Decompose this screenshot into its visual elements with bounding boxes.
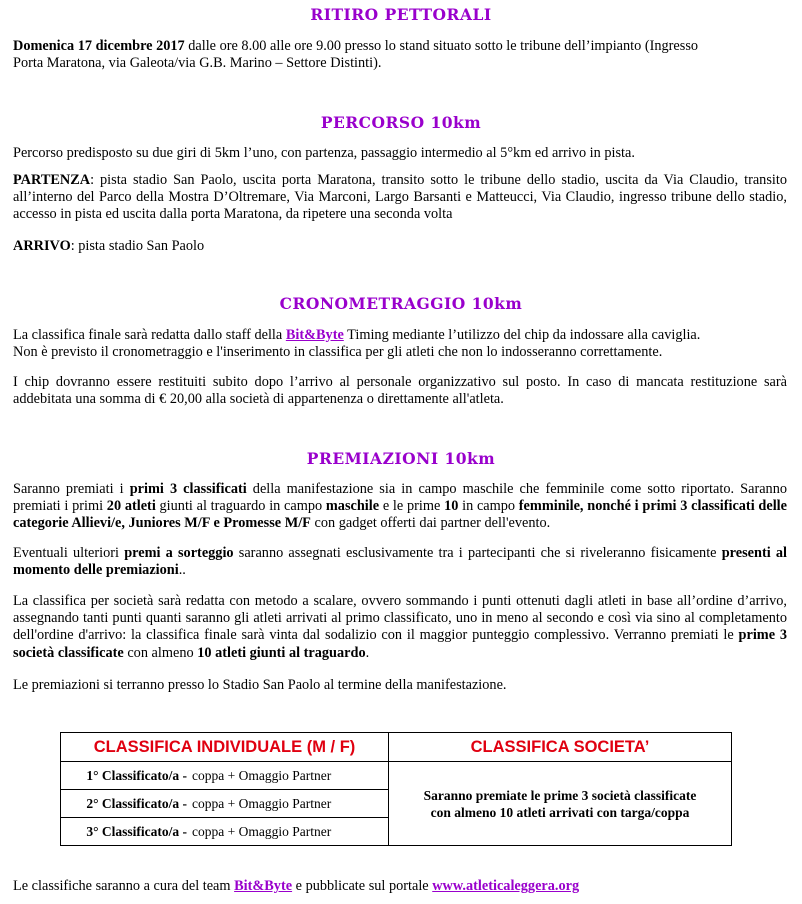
table-header-row: [61, 733, 732, 762]
row-position: 3° Classificato/a -: [86, 823, 187, 839]
row-prize: coppa + Omaggio Partner: [192, 823, 332, 839]
bold-span: 20 atleti: [106, 498, 156, 515]
crono-paragraph-2: I chip dovranno essere restituiti subito dopo l’arrivo al personale organizzativo sul posto. In caso di mancata restituzione sarà addebitata una somma di € 20,00 alla società di appartenenza o direttamente all'atleta.: [13, 374, 787, 408]
row-position: 1° Classificato/a -: [86, 767, 187, 783]
bitbyte-link[interactable]: Bit&Byte: [234, 878, 293, 894]
header-individual: CLASSIFICA INDIVIDUALE (M / F): [61, 733, 389, 762]
header-societa: CLASSIFICA SOCIETA’: [389, 733, 732, 762]
row-prize: coppa + Omaggio Partner: [192, 795, 332, 811]
row-position: 2° Classificato/a -: [86, 795, 187, 811]
ritiro-text-line2: Porta Maratona, via Galeota/via G.B. Marino – Settore Distinti).: [13, 55, 382, 72]
crono-text-line2: Non è previsto il cronometraggio e l'inserimento in classifica per gli atleti che non lo indosseranno correttamente.: [13, 344, 663, 361]
table-row: [61, 762, 732, 790]
percorso-intro: Percorso predisposto su due giri di 5km l’uno, con partenza, passaggio intermedio al 5°km ed arrivo in pista.: [13, 145, 635, 161]
bold-span: femminile, nonché i primi 3 classificati delle categorie Allievi/e, Juniores M/F e Promesse M/F: [13, 498, 787, 532]
societa-cell: [389, 762, 732, 846]
crono-text: Timing mediante l’utilizzo del chip da indossare alla caviglia.: [343, 327, 701, 343]
ritiro-text: dalle ore 8.00 alle ore 9.00 presso lo stand situato sotto le tribune dell’impianto (Ingresso: [184, 38, 699, 54]
ritiro-paragraph: [13, 38, 787, 72]
text-span: della manifestazione sia in campo maschile che femminile come sotto riportato. Saranno premiati i primi: [13, 481, 787, 515]
bold-span: maschile: [325, 498, 380, 515]
section-title-ritiro: RITIRO PETTORALI: [310, 5, 492, 24]
individual-row-1: [61, 762, 389, 790]
partenza-label: PARTENZA: [13, 172, 91, 188]
premiazioni-paragraph-1: [13, 481, 787, 533]
text-span: con gadget offerti dai partner dell'evento.: [310, 515, 551, 532]
premiazioni-paragraph-4: Le premiazioni si terranno presso lo Stadio San Paolo al termine della manifestazione.: [13, 677, 507, 693]
text-span: e pubblicate sul portale: [292, 878, 433, 894]
section-title-percorso: PERCORSO 10km: [320, 113, 482, 132]
bitbyte-link[interactable]: Bit&Byte: [285, 327, 344, 343]
societa-line2: con almeno 10 atleti arrivati con targa/coppa: [430, 804, 690, 820]
premiazioni-paragraph-3: [13, 593, 787, 662]
crono-paragraph-1: [13, 327, 787, 361]
text-span: Le classifiche saranno a cura del team: [13, 878, 235, 894]
crono-text: La classifica finale sarà redatta dallo staff della: [13, 327, 286, 343]
footer-line: [13, 878, 787, 895]
prizes-table: [60, 732, 732, 846]
percorso-partenza: [13, 172, 787, 224]
text-span: giunti al traguardo in campo: [155, 498, 326, 515]
arrivo-text: : pista stadio San Paolo: [70, 238, 205, 254]
section-title-crono: CRONOMETRAGGIO 10km: [279, 294, 523, 313]
bold-span: 10: [444, 498, 459, 515]
percorso-arrivo: [13, 238, 787, 255]
individual-row-2: [61, 790, 389, 818]
text-span: ..: [178, 562, 186, 579]
text-span: con almeno: [123, 644, 198, 661]
text-span: e le prime: [379, 498, 445, 515]
section-title-premiazioni: PREMIAZIONI 10km: [306, 449, 496, 468]
ritiro-date: Domenica 17 dicembre 2017: [13, 38, 185, 54]
text-span: La classifica per società sarà redatta con metodo a scalare, ovvero sommando i punti ottenuti dagli atleti in base all’ordine d’arrivo, assegnando tanti punti quanti saranno gli atleti arrivati al primo classificato, uno in meno al secondo e così via sino al completamento dell'ordine d'arrivo: la classifica finale sarà vinta dal sodalizio con il maggior punteggio complessivo. Verranno premiati le: [13, 593, 787, 644]
text-span: Eventuali ulteriori: [13, 545, 125, 561]
text-span: .: [365, 644, 370, 661]
bold-span: presenti al momento delle premiazioni: [13, 545, 787, 579]
bold-span: 10 atleti giunti al traguardo: [197, 644, 366, 661]
premiazioni-paragraph-2: [13, 545, 787, 579]
portal-link[interactable]: www.atleticaleggera.org: [432, 878, 580, 894]
text-span: Saranno premiati i: [13, 481, 130, 497]
individual-row-3: [61, 818, 389, 846]
bold-span: premi a sorteggio: [124, 545, 234, 561]
row-prize: coppa + Omaggio Partner: [192, 767, 332, 783]
text-span: in campo: [458, 498, 519, 515]
partenza-text: : pista stadio San Paolo, uscita porta Maratona, transito sotto le tribune dello stadio, uscita da Via Claudio, transito all’interno del Parco della Mostra D’Oltremare, Via Marconi, Largo Barsanti e Matteucci, Via Claudio, ingresso tribune dello stadio, accesso in pista ed uscita dalla porta Maratona, da ripetere una seconda volta: [13, 172, 787, 223]
arrivo-label: ARRIVO: [13, 238, 71, 254]
bold-span: primi 3 classificati: [129, 481, 247, 497]
bold-span: prime 3 società classificate: [13, 627, 788, 661]
text-span: saranno assegnati esclusivamente tra i partecipanti che si riveleranno fisicamente: [233, 545, 722, 561]
societa-line1: Saranno premiate le prime 3 società classificate: [423, 787, 697, 803]
